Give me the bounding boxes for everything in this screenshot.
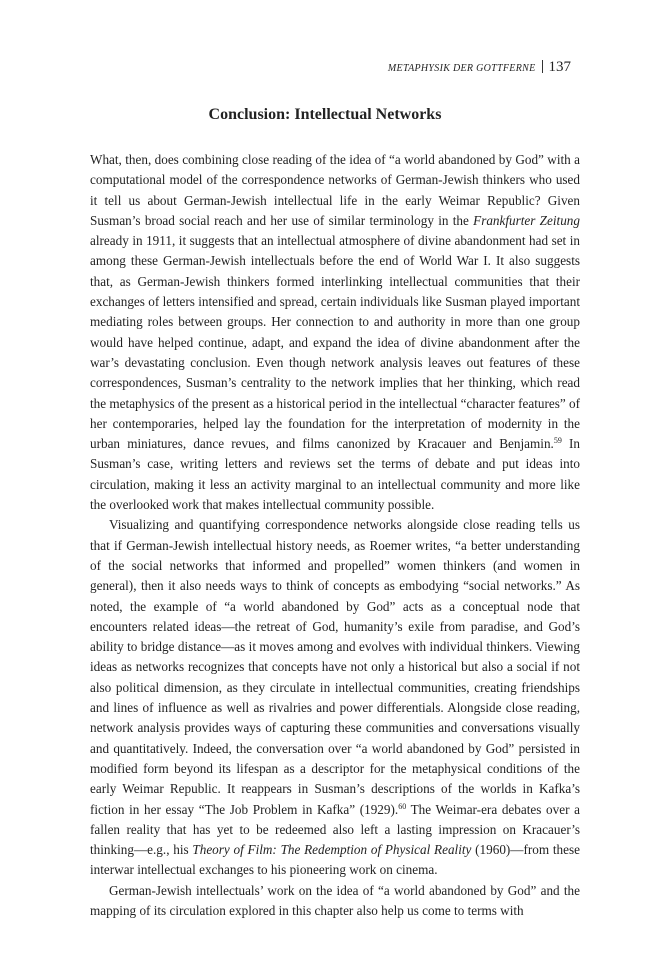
paragraph-2-text-a: Visualizing and quantifying correspondence networks alongside close reading tells us that if German-Jewish intellectual history needs, as Roemer writes, “a better understanding of the social networks that informed and propelled” women thinkers (and women in general), then it also needs ways to think of concepts as embodying “social networks.” As noted, the example of “a world abandoned by God” acts as a conceptual node that encounters related ideas—the retreat of God, humanity’s exile from paradise, and God’s ability to bridge distance—as it moves among and evolves with individual thinkers. Viewing ideas as networks recognizes that concepts have not only a historical but also a social if not also political dimension, as they circulate in intellectual communities, creating friendships and lines of influence as well as rivalries and power differentials. Alongside close reading, network analysis provides ways of capturing these communities and conversations visually and quantitatively. Indeed, the conversation over “a world abandoned by God” persisted in modified form beyond its lifespan as a descriptor for the metaphysical conditions of the early Weimar Republic. It reappears in Susman’s descriptions of the worlds in Kafka’s fiction in her essay “The Job Problem in Kafka” (1929). [90, 517, 580, 817]
paragraph-1 [90, 150, 580, 515]
running-head-separator [542, 60, 543, 73]
page-number: 137 [548, 59, 571, 75]
paragraph-2-text-b: The Weimar-era debates over a fallen reality that has yet to be redeemed also left a lasting impression on Kracauer’s thinking—e.g., his [90, 801, 580, 858]
running-head-title: METAPHYSIK DER GOTTFERNE [387, 63, 536, 74]
paragraph-1-text-b: already in 1911, it suggests that an intellectual atmosphere of divine abandonment had set in among these German-Jewish intellectuals before the end of World War I. It also suggests that, as German-Jewish thinkers formed interlinking intellectual communities that their exchanges of letters intensified and spread, certain individuals like Susman played important mediating roles between groups. Her connection to and authority in more than one group would have helped continue, adapt, and expand the idea of divine abandonment after the war’s devastating conclusion. Even though network analysis leaves out features of these correspondences, Susman’s centrality to the network implies that her thinking, which read the metaphysics of the present as a historical period in the intellectual “character features” of her contemporaries, helped lay the foundation for the interpretation of modernity in the urban miniatures, dance revues, and films canonized by Kracauer and Benjamin. [90, 233, 580, 452]
paragraph-1-text-c: In Susman’s case, writing letters and reviews set the terms of debate and put ideas into circulation, making it less an activity marginal to an intellectual community and more like the overlooked work that makes intellectual community possible. [90, 436, 580, 513]
body-text [90, 150, 580, 921]
running-head [388, 58, 571, 76]
paragraph-1-italic: Frankfurter Zeitung [473, 212, 580, 228]
footnote-ref-59: 59 [553, 436, 562, 446]
section-title: Conclusion: Intellectual Networks [208, 106, 442, 123]
footnote-ref-60: 60 [398, 801, 407, 811]
paragraph-3 [90, 881, 580, 922]
paragraph-2-italic: Theory of Film: The Redemption of Physical Reality [192, 842, 472, 858]
paragraph-2-text-c: (1960)—from these interwar intellectual exchanges to his pioneering work on cinema. [90, 842, 580, 878]
paragraph-1-text-a: What, then, does combining close reading of the idea of “a world abandoned by God” with a computational model of the correspondence networks of German-Jewish thinkers who used it tell us about German-Jewish intellectual life in the early Weimar Republic? Given Susman’s broad social reach and her use of similar terminology in the [90, 152, 580, 228]
paragraph-2 [90, 515, 580, 880]
paragraph-3-text: German-Jewish intellectuals’ work on the idea of “a world abandoned by God” and the mapping of its circulation explored in this chapter also help us come to terms with [90, 882, 580, 918]
